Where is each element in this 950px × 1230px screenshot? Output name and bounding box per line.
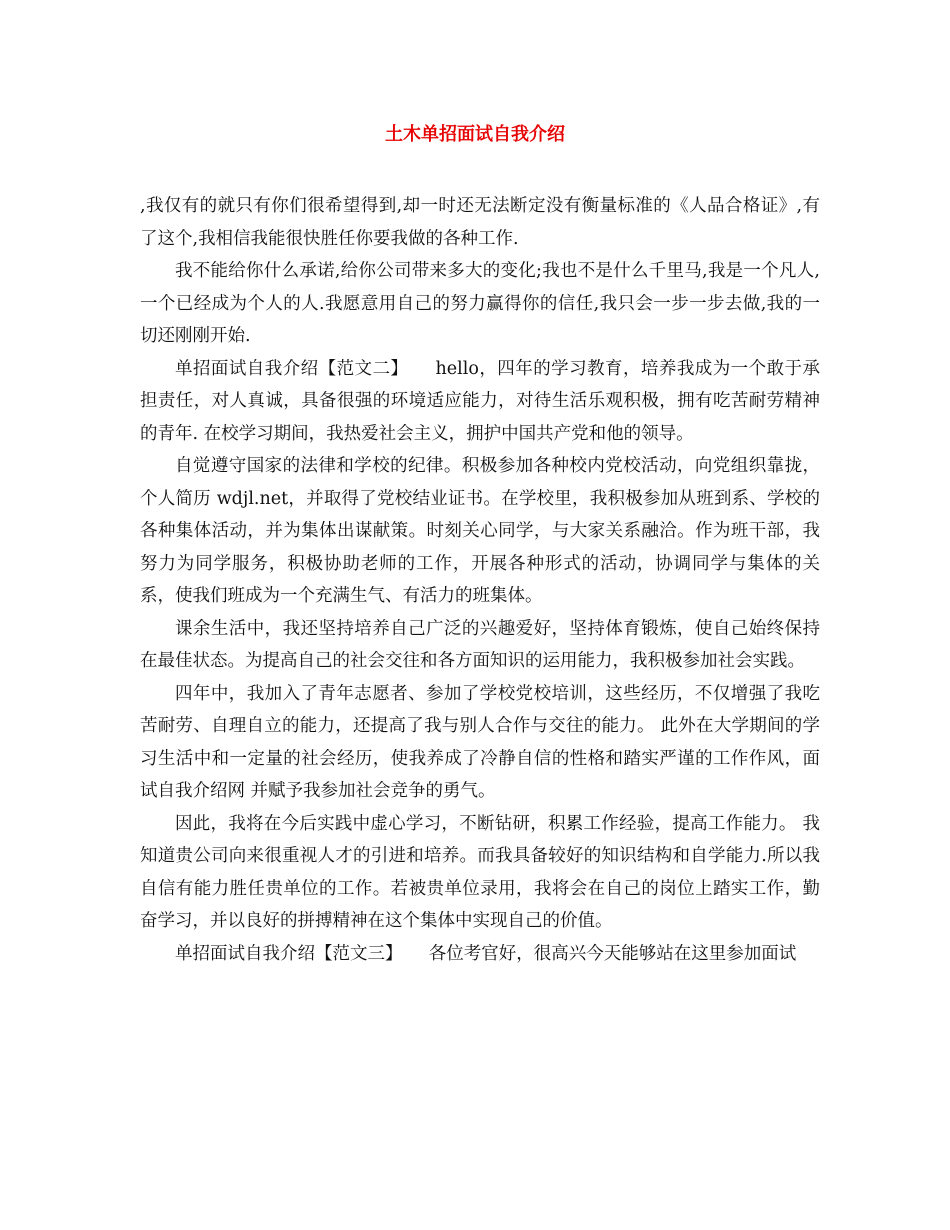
paragraph-1: ,我仅有的就只有你们很希望得到,却一时还无法断定没有衡量标准的《人品合格证》,有了这个,我相信我能很快胜任你要我做的各种工作. (140, 196, 820, 249)
paragraph-3: 单招面试自我介绍【范文二】 hello，四年的学习教育，培养我成为一个敢于承担责任，对人真诚，具备很强的环境适应能力，对待生活乐观积极，拥有吃苦耐劳精神的青年. 在校学习期间，我热爱社会主义，拥护中国共产党和他的领导。 (140, 358, 820, 444)
paragraph-2: 我不能给你什么承诺,给你公司带来多大的变化;我也不是什么千里马,我是一个凡人,一个已经成为个人的人.我愿意用自己的努力赢得你的信任,我只会一步一步去做,我的一切还刚刚开始. (140, 261, 820, 346)
paragraph-8: 单招面试自我介绍【范文三】 各位考官好，很高兴今天能够站在这里参加面试 (175, 943, 797, 964)
paragraph-7: 因此，我将在今后实践中虚心学习，不断钻研，积累工作经验，提高工作能力。 我知道贵公司向来很重视人才的引进和培养。而我具备较好的知识结构和自学能力.所以我自信有能力胜任贵单位的工作。若被贵单位录用，我将会在自己的岗位上踏实工作，勤奋学习，并以良好的拼搏精神在这个集体中实现自己的价值。 (140, 813, 820, 931)
document-title: 土木单招面试自我介绍 (385, 124, 565, 145)
paragraph-4: 自觉遵守国家的法律和学校的纪律。积极参加各种校内党校活动，向党组织靠拢，个人简历 wdjl.net，并取得了党校结业证书。在学校里，我积极参加从班到系、学校的各种集体活动，并为集体出谋献策。时刻关心同学，与大家关系融洽。作为班干部，我努力为同学服务，积极协助老师的工作，开展各种形式的活动，协调同学与集体的关系，使我们班成为一个充满生气、有活力的班集体。 (140, 456, 820, 606)
paragraph-6: 四年中，我加入了青年志愿者、参加了学校党校培训，这些经历，不仅增强了我吃苦耐劳、自理自立的能力，还提高了我与别人合作与交往的能力。 此外在大学期间的学习生活中和一定量的社会经历，使我养成了冷静自信的性格和踏实严谨的工作作风，面试自我介绍网 并赋予我参加社会竞争的勇气。 (140, 683, 820, 801)
document-body (140, 190, 820, 970)
paragraph-5: 课余生活中，我还坚持培养自己广泛的兴趣爱好，坚持体育锻炼，使自己始终保持在最佳状态。为提高自己的社会交往和各方面知识的运用能力，我积极参加社会实践。 (140, 618, 820, 671)
